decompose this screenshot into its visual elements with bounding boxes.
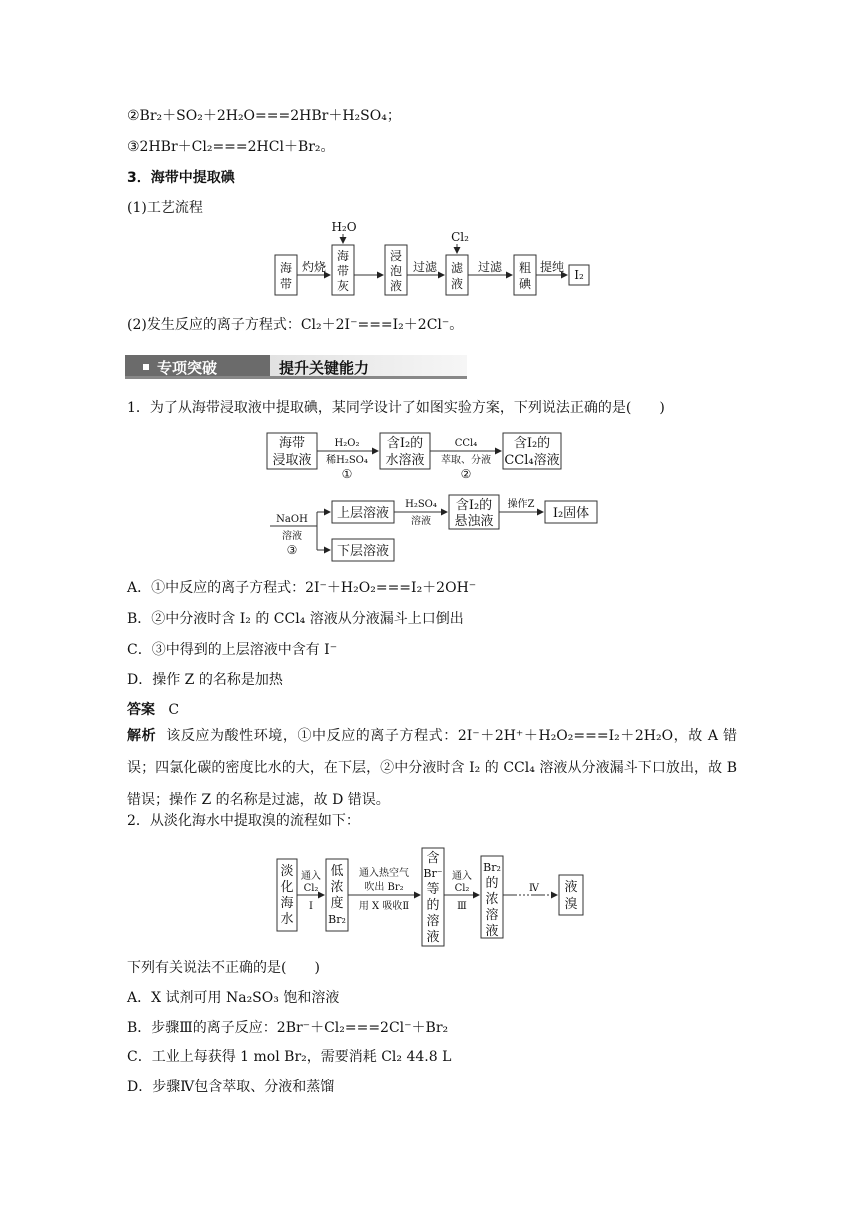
svg-text:③: ③ xyxy=(286,543,298,557)
q2-stem: 2．从淡化海水中提取溴的流程如下： xyxy=(127,813,360,829)
svg-text:等: 等 xyxy=(426,882,440,897)
flow1-box-4: 滤 xyxy=(450,261,464,275)
answer-label: 答案 xyxy=(127,702,155,718)
q2-option-c: C．工业上每获得 1 mol Br₂，需要消耗 Cl₂ 44.8 L xyxy=(127,1049,452,1065)
svg-text:上层溶液: 上层溶液 xyxy=(336,506,390,521)
q1-analysis xyxy=(127,720,737,816)
flow1-arrow-3: 过滤 xyxy=(412,260,438,274)
banner-left-label: 专项突破 xyxy=(157,359,218,377)
q2-option-b: B．步骤Ⅲ的离子反应：2Br⁻＋Cl₂===2Cl⁻＋Br₂ xyxy=(127,1020,449,1036)
ionic-equation: (2)发生反应的离子方程式：Cl₂＋2I⁻===I₂＋2Cl⁻。 xyxy=(127,317,464,333)
flow1-box-3: 浸 xyxy=(389,249,403,263)
svg-text:Cl₂: Cl₂ xyxy=(303,883,319,894)
flow1-arrow-5: 过滤 xyxy=(477,260,503,274)
svg-text:萃取、分液: 萃取、分液 xyxy=(441,455,491,466)
svg-text:的: 的 xyxy=(426,898,440,913)
q1-answer xyxy=(127,700,179,720)
svg-text:度: 度 xyxy=(330,896,344,911)
svg-text:浓: 浓 xyxy=(330,880,344,895)
svg-text:Br⁻: Br⁻ xyxy=(423,867,443,880)
analysis-label: 解析 xyxy=(127,728,157,744)
svg-text:浓: 浓 xyxy=(485,892,499,907)
q1-option-d: D．操作 Z 的名称是加热 xyxy=(127,672,283,688)
svg-text:含: 含 xyxy=(426,851,440,866)
svg-text:碘: 碘 xyxy=(518,277,532,291)
banner-right-label: 提升关键能力 xyxy=(279,359,370,377)
svg-text:通入: 通入 xyxy=(301,871,321,882)
svg-text:吹出 Br₂: 吹出 Br₂ xyxy=(364,882,404,893)
svg-text:含I₂的: 含I₂的 xyxy=(386,436,424,451)
svg-text:带: 带 xyxy=(279,277,293,291)
q1-option-b: B．②中分液时含 I₂ 的 CCl₄ 溶液从分液漏斗上口倒出 xyxy=(127,611,464,627)
svg-text:用 X 吸收Ⅱ: 用 X 吸收Ⅱ xyxy=(358,901,410,912)
q1-stem: 1．为了从海带浸取液中提取碘，某同学设计了如图实验方案，下列说法正确的是( ) xyxy=(127,400,665,416)
flow1-input-h2o: H₂O xyxy=(331,220,357,234)
svg-text:溶: 溶 xyxy=(426,914,440,929)
analysis-text: 该反应为酸性环境，①中反应的离子方程式：2I⁻＋2H⁺＋H₂O₂===I₂＋2H₂O，故 A 错误；四氯化碳的密度比水的大，在下层，②中分液时含 I₂ 的 CCl₄ 溶液从分液漏斗下口放出，故 B 错误；操作 Z 的名称是过滤，故 D 错误。 xyxy=(127,728,738,808)
svg-text:Ⅲ: Ⅲ xyxy=(457,901,467,912)
svg-text:海带: 海带 xyxy=(278,436,306,451)
svg-text:通入热空气: 通入热空气 xyxy=(359,868,409,879)
flow1-box-1: 海 xyxy=(279,261,293,275)
flow1-arrow-6: 提纯 xyxy=(539,260,565,274)
equation-2: ②Br₂＋SO₂＋2H₂O===2HBr＋H₂SO₄； xyxy=(127,108,401,124)
svg-text:化: 化 xyxy=(280,880,294,895)
section-heading: 3．海带中提取碘 xyxy=(127,170,235,186)
q2-option-d: D．步骤Ⅳ包含萃取、分液和蒸馏 xyxy=(127,1079,335,1095)
svg-text:悬浊液: 悬浊液 xyxy=(454,514,494,529)
svg-text:液: 液 xyxy=(389,279,403,293)
svg-text:Ⅳ: Ⅳ xyxy=(529,883,539,894)
flow1-box-5: 粗 xyxy=(518,261,532,275)
q1-flow-diagram xyxy=(262,428,602,568)
svg-text:溴: 溴 xyxy=(564,897,578,912)
svg-text:溶液: 溶液 xyxy=(411,516,431,527)
q1-option-c: C．③中得到的上层溶液中含有 I⁻ xyxy=(127,642,338,658)
q1-option-a: A．①中反应的离子方程式：2I⁻＋H₂O₂===I₂＋2OH⁻ xyxy=(127,580,477,596)
svg-text:溶液: 溶液 xyxy=(282,531,302,542)
svg-text:CCl₄溶液: CCl₄溶液 xyxy=(504,453,560,468)
svg-text:H₂SO₄: H₂SO₄ xyxy=(405,499,437,510)
svg-text:②: ② xyxy=(460,467,472,481)
iodine-flow-diagram xyxy=(270,220,600,300)
svg-text:Br₂: Br₂ xyxy=(483,861,501,874)
svg-text:泡: 泡 xyxy=(389,264,403,278)
banner-dot-icon xyxy=(143,364,149,370)
svg-text:淡: 淡 xyxy=(280,864,294,879)
svg-text:液: 液 xyxy=(450,277,464,291)
svg-text:CCl₄: CCl₄ xyxy=(454,438,478,449)
svg-text:操作Z: 操作Z xyxy=(507,499,535,510)
svg-text:下层溶液: 下层溶液 xyxy=(336,544,390,559)
svg-text:带: 带 xyxy=(336,264,350,278)
q2-option-a: A．X 试剂可用 Na₂SO₃ 饱和溶液 xyxy=(127,990,340,1006)
flow1-box-6: I₂ xyxy=(574,268,584,282)
svg-text:液: 液 xyxy=(426,930,440,945)
svg-text:Br₂: Br₂ xyxy=(328,913,346,926)
svg-text:液: 液 xyxy=(485,924,499,939)
answer-value: C xyxy=(168,702,180,718)
svg-text:液: 液 xyxy=(564,880,578,895)
svg-text:含I₂的: 含I₂的 xyxy=(455,498,493,513)
svg-text:①: ① xyxy=(341,467,353,481)
svg-text:低: 低 xyxy=(330,864,344,879)
svg-text:溶: 溶 xyxy=(485,908,499,923)
section-banner xyxy=(125,355,467,379)
subheading-process: (1)工艺流程 xyxy=(127,200,203,216)
flow1-box-2: 海 xyxy=(336,249,350,263)
svg-text:浸取液: 浸取液 xyxy=(272,453,312,468)
svg-text:灰: 灰 xyxy=(336,279,350,293)
svg-text:H₂O₂: H₂O₂ xyxy=(334,438,360,449)
flow1-arrow-1: 灼烧 xyxy=(301,260,327,274)
flow1-input-cl2: Cl₂ xyxy=(451,230,469,244)
svg-text:通入: 通入 xyxy=(452,871,472,882)
svg-text:稀H₂SO₄: 稀H₂SO₄ xyxy=(326,455,368,466)
svg-text:水溶液: 水溶液 xyxy=(385,453,425,468)
q2-question: 下列有关说法不正确的是( ) xyxy=(127,960,320,976)
svg-text:水: 水 xyxy=(280,912,294,927)
svg-text:含I₂的: 含I₂的 xyxy=(513,436,551,451)
equation-3: ③2HBr＋Cl₂===2HCl＋Br₂。 xyxy=(127,139,335,155)
svg-text:Ⅰ: Ⅰ xyxy=(309,901,313,912)
q2-flow-diagram xyxy=(272,845,592,950)
svg-text:NaOH: NaOH xyxy=(276,514,308,525)
svg-text:的: 的 xyxy=(485,876,499,891)
svg-text:Cl₂: Cl₂ xyxy=(454,883,470,894)
svg-text:海: 海 xyxy=(280,896,294,911)
svg-text:I₂固体: I₂固体 xyxy=(552,506,590,521)
